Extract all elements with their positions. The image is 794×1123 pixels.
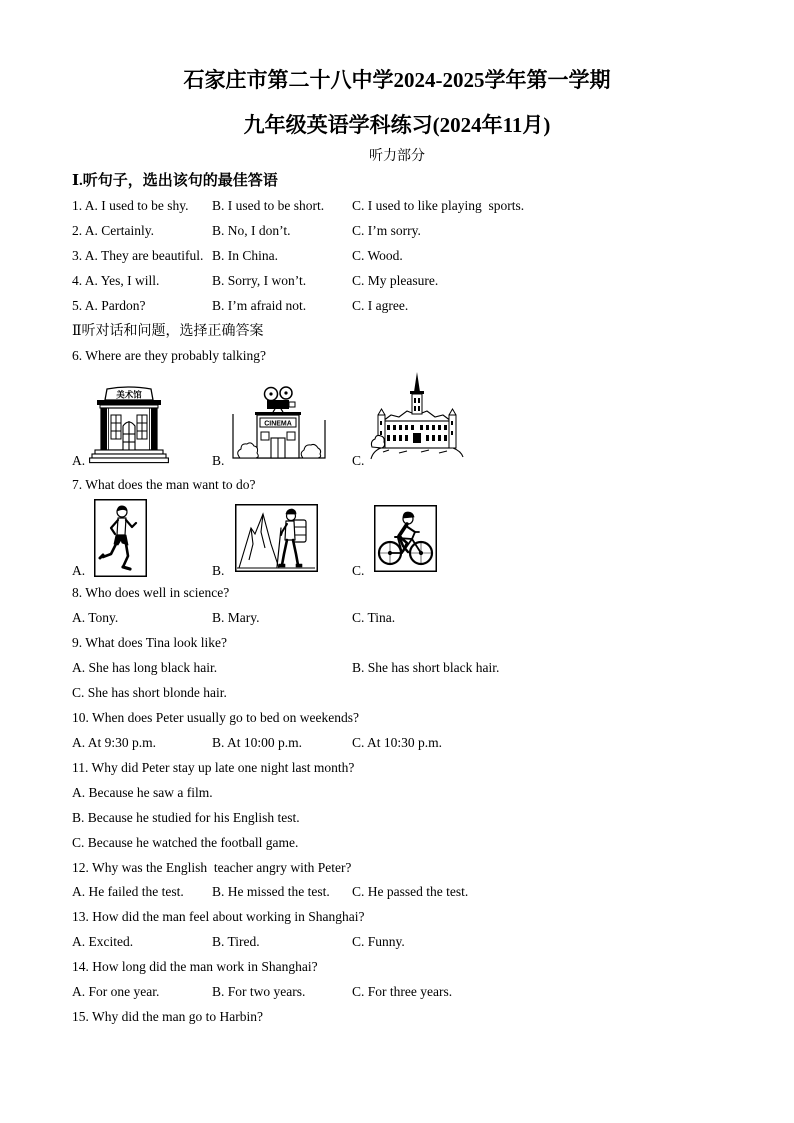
option-a	[72, 223, 154, 239]
cinema-building	[255, 412, 301, 458]
question-number: 15.	[72, 1009, 89, 1024]
picture-label-c: C.	[352, 453, 365, 468]
museum-roof	[97, 400, 161, 408]
question-text: When does Peter usually go to bed on weekends?	[92, 710, 359, 725]
question-6-labels	[72, 453, 762, 469]
museum-picture	[89, 384, 169, 464]
question-number: 10.	[72, 710, 89, 725]
option-c: C. Wood.	[352, 248, 403, 263]
question-11-prompt	[72, 760, 762, 776]
question-10-prompt	[72, 710, 762, 726]
question-11-option-c	[72, 835, 762, 851]
castle-picture	[369, 371, 465, 461]
option-b: B. Sorry, I won’t.	[212, 273, 307, 288]
option-c: C. At 10:30 p.m.	[352, 735, 443, 750]
question-text: What does the man want to do?	[85, 477, 256, 492]
option-a: A. Because he saw a film.	[72, 785, 213, 800]
question-14-options	[72, 984, 762, 1000]
option-a-text: A. Certainly.	[84, 223, 154, 238]
question-text: What does Tina look like?	[85, 635, 228, 650]
option-a-text: A. Pardon?	[84, 298, 146, 313]
question-text: Who does well in science?	[85, 585, 230, 600]
castle-tower	[410, 372, 424, 414]
cycling-picture	[374, 505, 437, 572]
option-a	[72, 198, 189, 214]
question-4	[72, 273, 762, 289]
cinema-sign-text: CINEMA	[264, 420, 292, 428]
option-c: C. I used to like playing sports.	[352, 198, 525, 213]
part-label: 听力部分	[369, 149, 425, 164]
question-15-prompt	[72, 1009, 762, 1025]
option-c: C. Tina.	[352, 610, 396, 625]
question-text: How did the man feel about working in Shanghai?	[92, 909, 365, 924]
picture-label-c: C.	[352, 563, 365, 578]
museum-door	[123, 421, 135, 450]
picture-label-a: A.	[72, 563, 86, 578]
option-a: A. He failed the test.	[72, 884, 184, 899]
cinema-picture	[231, 386, 327, 460]
question-2	[72, 223, 762, 239]
question-12-options	[72, 884, 762, 900]
question-number: 3.	[72, 248, 83, 263]
option-c: C. Funny.	[352, 934, 405, 949]
option-a-text: A. Yes, I will.	[84, 273, 160, 288]
option-b: B. Mary.	[212, 610, 260, 625]
question-14-prompt	[72, 959, 762, 975]
option-a: A. Excited.	[72, 934, 134, 949]
question-3	[72, 248, 762, 264]
question-8-options	[72, 610, 762, 626]
question-13-prompt	[72, 909, 762, 925]
option-a: A. At 9:30 p.m.	[72, 735, 157, 750]
question-7-labels	[72, 563, 762, 579]
option-a-text: A. I used to be shy.	[84, 198, 189, 213]
option-c: C. She has short blonde hair.	[72, 685, 227, 700]
question-number: 8.	[72, 585, 83, 600]
question-9-prompt	[72, 635, 762, 651]
question-7-prompt	[72, 477, 762, 493]
question-number: 14.	[72, 959, 89, 974]
question-text: Why was the English teacher angry with Peter?	[92, 860, 352, 875]
section-1-heading: Ⅰ.听句子，选出该句的最佳答语	[72, 173, 278, 189]
question-number: 2.	[72, 223, 83, 238]
option-c: C. Because he watched the football game.	[72, 835, 299, 850]
question-text: Why did Peter stay up late one night last month?	[91, 760, 355, 775]
museum-sign	[105, 387, 153, 400]
option-c: C. For three years.	[352, 984, 453, 999]
question-5	[72, 298, 762, 314]
picture-label-b: B.	[212, 563, 225, 578]
question-number: 13.	[72, 909, 89, 924]
option-c: C. I’m sorry.	[352, 223, 421, 238]
question-number: 9.	[72, 635, 83, 650]
option-a: A. Tony.	[72, 610, 119, 625]
question-13-options	[72, 934, 762, 950]
question-number: 6.	[72, 348, 83, 363]
option-c: C. I agree.	[352, 298, 409, 313]
question-6-prompt	[72, 348, 762, 364]
option-a	[72, 273, 159, 289]
question-text: Why did the man go to Harbin?	[92, 1009, 263, 1024]
option-b: B. She has short black hair.	[352, 660, 500, 675]
question-number: 4.	[72, 273, 83, 288]
question-number: 5.	[72, 298, 83, 313]
section-2-heading: Ⅱ听对话和问题，选择正确答案	[72, 324, 264, 339]
option-b: B. I’m afraid not.	[212, 298, 307, 313]
question-10-options	[72, 735, 762, 751]
option-c: C. He passed the test.	[352, 884, 469, 899]
option-b: B. No, I don’t.	[212, 223, 291, 238]
exam-title: 石家庄市第二十八中学2024-2025学年第一学期	[183, 68, 611, 92]
option-b: B. I used to be short.	[212, 198, 325, 213]
option-a-text: A. They are beautiful.	[84, 248, 204, 263]
exam-subtitle: 九年级英语学科练习(2024年11月)	[243, 113, 551, 137]
question-text: How long did the man work in Shanghai?	[92, 959, 318, 974]
option-b: B. He missed the test.	[212, 884, 330, 899]
option-b: B. Tired.	[212, 934, 260, 949]
question-text: Where are they probably talking?	[85, 348, 266, 363]
question-11-option-a	[72, 785, 762, 801]
projector-icon	[265, 387, 296, 412]
question-1	[72, 198, 762, 214]
option-c: C. My pleasure.	[352, 273, 439, 288]
option-b: B. In China.	[212, 248, 278, 263]
question-number: 7.	[72, 477, 83, 492]
option-a: A. She has long black hair.	[72, 660, 218, 675]
museum-sign-text: 美术馆	[116, 389, 142, 400]
question-9-options	[72, 660, 762, 676]
question-8-prompt	[72, 585, 762, 601]
question-number: 12.	[72, 860, 89, 875]
option-b: B. Because he studied for his English test.	[72, 810, 300, 825]
mountain-climbing-picture	[235, 504, 318, 572]
question-number: 11.	[72, 760, 89, 775]
question-12-prompt	[72, 860, 762, 876]
picture-label-b: B.	[212, 453, 225, 468]
option-b: B. For two years.	[212, 984, 306, 999]
question-11-option-b	[72, 810, 762, 826]
option-a	[72, 298, 146, 314]
option-a: A. For one year.	[72, 984, 160, 999]
question-9-options-2	[72, 685, 762, 701]
option-b: B. At 10:00 p.m.	[212, 735, 303, 750]
picture-label-a: A.	[72, 453, 86, 468]
question-number: 1.	[72, 198, 83, 213]
option-a	[72, 248, 203, 264]
